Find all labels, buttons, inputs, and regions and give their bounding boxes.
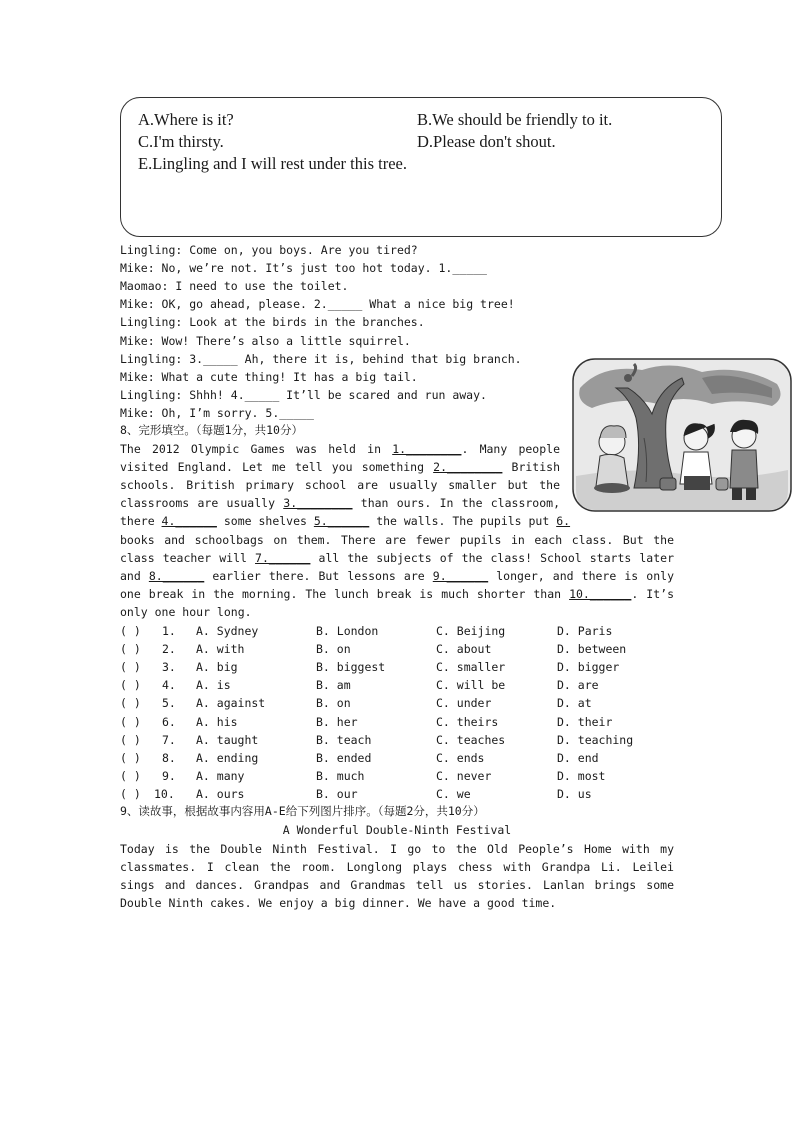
question-option-b: B. her [316, 714, 358, 729]
passage-blank: 9.______ [432, 568, 489, 583]
question-answer-paren: ( ) [120, 660, 141, 675]
passage-blank: 7.______ [255, 550, 311, 565]
question-option-c: C. ends [436, 750, 485, 765]
passage-text: class teacher will [120, 550, 256, 565]
question-option-b: B. London [316, 624, 379, 638]
question-number: 8. [162, 750, 176, 765]
dialogue-text: Mike: Wow! There’s also a little squirrel. [120, 333, 411, 348]
question-option-d: D. between [557, 642, 627, 657]
answer-blank: _____ [203, 351, 238, 366]
question-row [120, 769, 740, 785]
question-answer-paren: ( ) [120, 786, 141, 801]
question-option-c: C. never [436, 768, 492, 783]
question-row [120, 715, 740, 731]
option-b: B.We should be friendly to it. [417, 110, 613, 129]
question-number: 10. [154, 786, 175, 801]
question-option-c: C. will be [436, 678, 506, 693]
passage-blank: 5.______ [313, 514, 370, 529]
question-number: 2. [162, 642, 176, 657]
dialogue-text: Lingling: 3. [120, 351, 204, 366]
question-option-c: C. theirs [436, 714, 499, 729]
question-row [120, 678, 740, 694]
question-option-d: D. Paris [557, 624, 613, 638]
question-option-d: D. bigger [557, 660, 620, 675]
question-answer-paren: ( ) [120, 750, 141, 765]
option-c: C.I'm thirsty. [138, 132, 224, 151]
option-a: A.Where is it? [138, 110, 234, 129]
question-option-d: D. us [557, 786, 592, 801]
passage-line [120, 605, 252, 619]
question-number: 7. [162, 732, 176, 747]
question-option-d: D. end [557, 750, 599, 765]
dialogue-line [120, 388, 487, 402]
passage-line [120, 496, 560, 510]
question-number: 6. [162, 714, 176, 729]
answer-blank: _____ [244, 387, 280, 402]
answer-blank: _____ [279, 405, 314, 420]
question-option-d: D. are [557, 678, 599, 693]
passage-line [120, 551, 674, 565]
question-option-a: A. Sydney [196, 624, 259, 638]
story-line: Today is the Double Ninth Festival. I go to the Old People’s Home with my [120, 842, 674, 856]
question-option-c: C. under [436, 696, 492, 711]
question-option-b: B. our [316, 786, 358, 801]
dialogue-line [120, 334, 411, 348]
question-option-c: C. smaller [436, 660, 506, 675]
passage-blank: 3.________ [283, 496, 353, 511]
passage-text: earlier there. But lessons are [204, 568, 433, 583]
dialogue-text: It’ll be scared and run away. [279, 387, 487, 402]
passage-text: only one hour long. [120, 604, 252, 619]
passage-text: schools. British primary school are usually smaller but the [120, 478, 560, 493]
passage-text: . Many people [461, 442, 560, 456]
passage-blank: 6. [556, 514, 571, 529]
story-line: Double Ninth cakes. We enjoy a big dinner. We have a good time. [120, 896, 557, 911]
dialogue-text: Ah, there it is, behind that big branch. [237, 351, 522, 366]
dialogue-text: Mike: Oh, I’m sorry. 5. [120, 405, 280, 420]
section8-heading: 8、完形填空。（每题1分，共10分） [120, 423, 303, 437]
question-option-d: D. most [557, 768, 606, 783]
question-option-a: A. taught [196, 732, 259, 747]
dialogue-line [120, 352, 522, 366]
section9-heading: 9、读故事，根据故事内容用A-E给下列图片排序。（每题2分，共10分） [120, 804, 485, 818]
question-answer-paren: ( ) [120, 624, 141, 638]
question-number: 5. [162, 696, 176, 711]
question-option-d: D. teaching [557, 732, 634, 747]
dialogue-line [120, 243, 418, 257]
story-title: A Wonderful Double-Ninth Festival [282, 823, 512, 837]
question-row [120, 696, 740, 712]
question-option-b: B. biggest [316, 660, 386, 675]
question-option-d: D. their [557, 714, 613, 729]
question-row [120, 787, 740, 803]
options-box [120, 97, 722, 237]
passage-line [120, 478, 560, 492]
answer-blank: _____ [452, 261, 487, 276]
passage-line [120, 533, 674, 547]
question-option-a: A. ours [196, 786, 245, 801]
passage-text: The 2012 Olympic Games was held in [120, 442, 393, 456]
passage-blank: 1.________ [392, 442, 462, 456]
question-option-c: C. teaches [436, 732, 506, 747]
dialogue-line [120, 261, 487, 275]
question-option-a: A. ending [196, 750, 259, 765]
passage-text: visited England. Let me tell you something [120, 460, 434, 475]
dialogue-line [120, 370, 418, 384]
option-d: D.Please don't shout. [417, 132, 556, 151]
question-row [120, 733, 740, 749]
dialogue-line [120, 279, 348, 293]
passage-text: than ours. In the classroom, [352, 496, 560, 511]
passage-text: the walls. The pupils put [369, 514, 557, 529]
passage-text: there [120, 514, 162, 529]
question-option-a: A. is [196, 678, 231, 693]
passage-line [120, 587, 674, 601]
question-number: 3. [162, 660, 176, 675]
question-option-b: B. am [316, 678, 351, 693]
passage-text: and [120, 568, 149, 583]
passage-text: classrooms are usually [120, 496, 284, 511]
dialogue-line [120, 297, 515, 311]
question-option-b: B. on [316, 642, 351, 657]
question-row [120, 642, 740, 658]
question-option-b: B. teach [316, 732, 372, 747]
question-row [120, 751, 740, 767]
dialogue-text: Lingling: Look at the birds in the branches. [120, 315, 425, 330]
dialogue-text: Mike: No, we’re not. It’s just too hot today. 1. [120, 261, 453, 276]
tree-children-illustration [572, 358, 792, 512]
option-e: E.Lingling and I will rest under this tree. [138, 154, 407, 173]
dialogue-text: What a nice big tree! [362, 297, 515, 312]
question-option-a: A. big [196, 660, 238, 675]
passage-text: books and schoolbags on them. There are fewer pupils in each class. But the [120, 532, 674, 547]
question-row [120, 660, 740, 676]
passage-text: longer, and there is only [488, 568, 674, 583]
question-answer-paren: ( ) [120, 696, 141, 711]
question-answer-paren: ( ) [120, 768, 141, 783]
answer-blank: _____ [327, 297, 363, 312]
question-option-a: A. many [196, 768, 245, 783]
question-option-a: A. with [196, 642, 245, 657]
passage-blank: 4.______ [161, 514, 217, 529]
passage-line [120, 442, 560, 456]
dialogue-text: Maomao: I need to use the toilet. [120, 279, 349, 294]
question-option-b: B. on [316, 696, 351, 711]
question-option-c: C. about [436, 642, 492, 657]
question-number: 1. [162, 624, 176, 638]
passage-line [120, 569, 674, 583]
passage-blank: 8.______ [148, 568, 205, 583]
dialogue-text: Mike: What a cute thing! It has a big tail. [120, 369, 418, 384]
passage-blank: 10.______ [569, 586, 632, 601]
passage-text: all the subjects of the class! School starts later [310, 550, 674, 565]
question-option-b: B. much [316, 768, 365, 783]
question-option-b: B. ended [316, 750, 372, 765]
question-option-d: D. at [557, 696, 592, 711]
dialogue-line [120, 406, 314, 420]
story-line: sings and dances. Grandpas and Grandmas tell us stories. Lanlan brings some [120, 878, 674, 893]
passage-text: . It’s [631, 586, 675, 601]
passage-line [120, 514, 571, 529]
question-option-a: A. against [196, 696, 266, 711]
dialogue-text: Lingling: Shhh! 4. [120, 387, 245, 402]
dialogue-line [120, 315, 425, 329]
question-answer-paren: ( ) [120, 732, 141, 747]
question-option-c: C. Beijing [436, 624, 506, 638]
passage-text: one break in the morning. The lunch break is much shorter than [120, 586, 570, 601]
question-answer-paren: ( ) [120, 714, 141, 729]
dialogue-text: Mike: OK, go ahead, please. 2. [120, 297, 328, 312]
passage-text: British [502, 460, 560, 475]
question-number: 4. [162, 678, 176, 693]
dialogue-text: Lingling: Come on, you boys. Are you tired? [120, 243, 418, 257]
passage-blank: 2.________ [433, 460, 503, 475]
story-line: classmates. I clean the room. Longlong plays chess with Grandpa Li. Leilei [120, 860, 674, 875]
question-number: 9. [162, 768, 176, 783]
question-row [120, 624, 740, 640]
question-answer-paren: ( ) [120, 678, 141, 693]
passage-line [120, 460, 560, 474]
question-answer-paren: ( ) [120, 642, 141, 657]
passage-text: some shelves [216, 514, 314, 529]
question-option-a: A. his [196, 714, 238, 729]
question-option-c: C. we [436, 786, 471, 801]
